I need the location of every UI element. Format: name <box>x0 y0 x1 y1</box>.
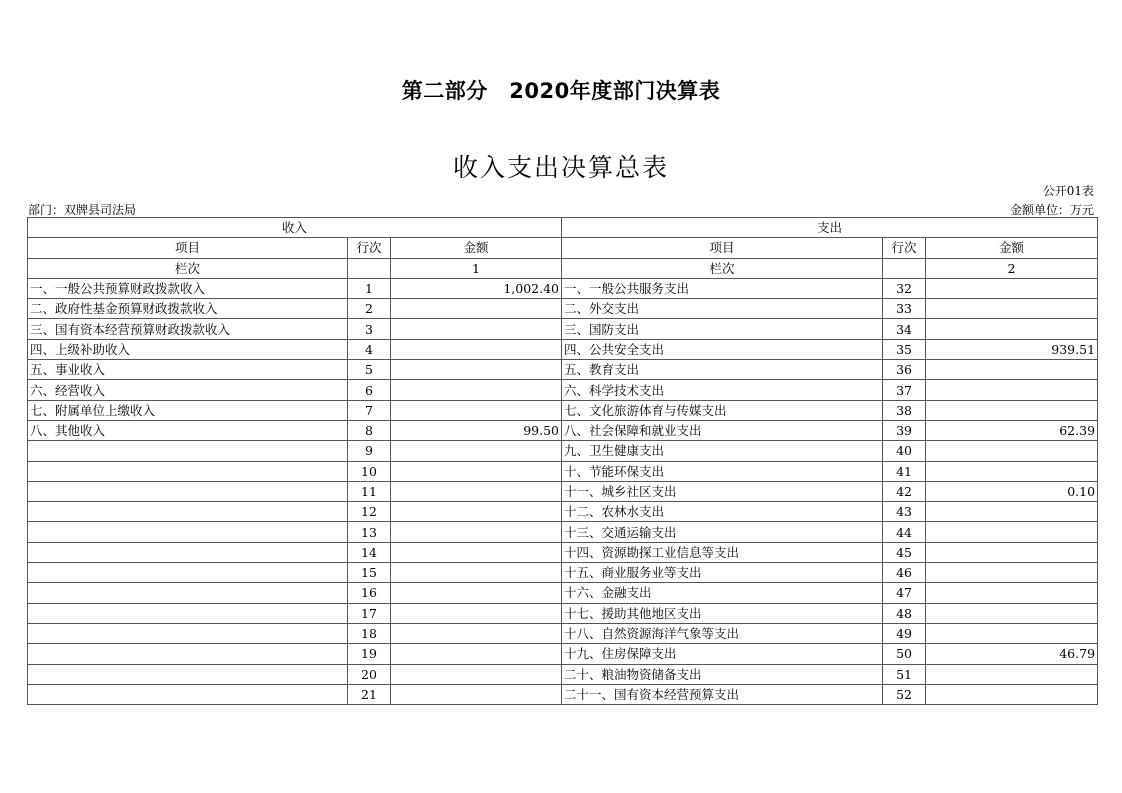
income-line-cell: 8 <box>348 420 391 440</box>
expense-item-cell: 五、教育支出 <box>562 360 883 380</box>
expense-amount-cell: 0.10 <box>926 481 1098 501</box>
expense-item-cell: 二、外交支出 <box>562 299 883 319</box>
income-line-cell: 3 <box>348 319 391 339</box>
expense-amount-header: 金额 <box>926 238 1098 258</box>
income-line-cell: 5 <box>348 360 391 380</box>
income-line-cell: 6 <box>348 380 391 400</box>
table-row <box>28 319 1098 339</box>
income-item-cell: 三、国有资本经营预算财政拨款收入 <box>28 319 348 339</box>
income-col-number: 1 <box>391 258 562 278</box>
income-amount-cell <box>391 583 562 603</box>
expense-amount-cell <box>926 603 1098 623</box>
table-row <box>28 644 1098 664</box>
column-number-row <box>28 258 1098 278</box>
income-expense-table <box>27 217 1098 705</box>
table-row <box>28 461 1098 481</box>
expense-amount-cell: 46.79 <box>926 644 1098 664</box>
expense-col-number: 2 <box>926 258 1098 278</box>
income-item-cell: 八、其他收入 <box>28 420 348 440</box>
income-line-cell: 19 <box>348 644 391 664</box>
table-row <box>28 278 1098 298</box>
expense-line-cell: 39 <box>883 420 926 440</box>
income-item-header: 项目 <box>28 238 348 258</box>
expense-item-cell: 十五、商业服务业等支出 <box>562 563 883 583</box>
income-line-cell: 20 <box>348 664 391 684</box>
income-amount-cell <box>391 461 562 481</box>
expense-amount-cell <box>926 441 1098 461</box>
income-item-cell <box>28 542 348 562</box>
expense-amount-cell <box>926 319 1098 339</box>
expense-amount-cell <box>926 684 1098 704</box>
table-row <box>28 563 1098 583</box>
expense-item-cell: 一、一般公共服务支出 <box>562 278 883 298</box>
table-row <box>28 481 1098 501</box>
income-amount-cell <box>391 563 562 583</box>
expense-line-cell: 33 <box>883 299 926 319</box>
income-line-cell: 12 <box>348 502 391 522</box>
income-line-cell: 21 <box>348 684 391 704</box>
expense-item-cell: 七、文化旅游体育与传媒支出 <box>562 400 883 420</box>
expense-line-cell: 35 <box>883 339 926 359</box>
expense-item-cell: 十四、资源勘探工业信息等支出 <box>562 542 883 562</box>
expense-amount-cell <box>926 522 1098 542</box>
expense-item-cell: 三、国防支出 <box>562 319 883 339</box>
income-line-header: 行次 <box>348 238 391 258</box>
income-item-cell: 七、附属单位上缴收入 <box>28 400 348 420</box>
expense-line-cell: 41 <box>883 461 926 481</box>
income-item-cell: 二、政府性基金预算财政拨款收入 <box>28 299 348 319</box>
income-line-cell: 13 <box>348 522 391 542</box>
expense-line-cell: 43 <box>883 502 926 522</box>
table-row <box>28 664 1098 684</box>
expense-line-cell: 36 <box>883 360 926 380</box>
income-label-cell: 栏次 <box>28 258 348 278</box>
income-amount-cell: 99.50 <box>391 420 562 440</box>
income-line-cell: 11 <box>348 481 391 501</box>
expense-amount-cell <box>926 299 1098 319</box>
income-line-cell: 16 <box>348 583 391 603</box>
expense-line-cell: 37 <box>883 380 926 400</box>
expense-line-cell: 50 <box>883 644 926 664</box>
expense-item-cell: 十三、交通运输支出 <box>562 522 883 542</box>
page-title: 第二部分 2020年度部门决算表 <box>401 79 721 103</box>
expense-line-cell: 45 <box>883 542 926 562</box>
income-item-cell <box>28 481 348 501</box>
income-amount-cell <box>391 360 562 380</box>
income-item-cell <box>28 684 348 704</box>
expense-item-cell: 十七、援助其他地区支出 <box>562 603 883 623</box>
table-row <box>28 583 1098 603</box>
income-line-cell: 9 <box>348 441 391 461</box>
expense-label-cell: 栏次 <box>562 258 883 278</box>
table-row <box>28 420 1098 440</box>
expense-line-blank <box>883 258 926 278</box>
income-amount-cell <box>391 380 562 400</box>
income-amount-cell <box>391 603 562 623</box>
department-label: 部门：双牌县司法局 <box>28 203 137 217</box>
income-item-cell <box>28 461 348 481</box>
table-row <box>28 299 1098 319</box>
table-title: 收入支出决算总表 <box>452 153 669 182</box>
income-amount-cell <box>391 299 562 319</box>
expense-amount-cell <box>926 542 1098 562</box>
income-line-cell: 7 <box>348 400 391 420</box>
expense-line-cell: 34 <box>883 319 926 339</box>
income-item-cell <box>28 623 348 643</box>
expense-item-cell: 十八、自然资源海洋气象等支出 <box>562 623 883 643</box>
table-row <box>28 542 1098 562</box>
table-row <box>28 684 1098 704</box>
income-line-cell: 14 <box>348 542 391 562</box>
income-item-cell <box>28 563 348 583</box>
expense-amount-cell <box>926 380 1098 400</box>
expense-line-cell: 46 <box>883 563 926 583</box>
table-row <box>28 339 1098 359</box>
expense-line-cell: 44 <box>883 522 926 542</box>
table-row <box>28 603 1098 623</box>
income-item-cell <box>28 664 348 684</box>
expense-amount-cell <box>926 278 1098 298</box>
income-item-cell: 六、经营收入 <box>28 380 348 400</box>
expense-amount-cell <box>926 502 1098 522</box>
expense-item-cell: 六、科学技术支出 <box>562 380 883 400</box>
expense-amount-cell <box>926 360 1098 380</box>
expense-line-cell: 40 <box>883 441 926 461</box>
income-item-cell <box>28 644 348 664</box>
expense-line-cell: 52 <box>883 684 926 704</box>
income-amount-cell <box>391 502 562 522</box>
expense-item-cell: 十九、住房保障支出 <box>562 644 883 664</box>
income-amount-cell <box>391 441 562 461</box>
income-item-cell: 四、上级补助收入 <box>28 339 348 359</box>
income-amount-cell <box>391 319 562 339</box>
table-row <box>28 522 1098 542</box>
expense-amount-cell <box>926 563 1098 583</box>
expense-item-cell: 八、社会保障和就业支出 <box>562 420 883 440</box>
income-amount-cell <box>391 542 562 562</box>
income-item-cell <box>28 441 348 461</box>
expense-amount-cell <box>926 400 1098 420</box>
income-line-cell: 1 <box>348 278 391 298</box>
expense-line-cell: 51 <box>883 664 926 684</box>
table-row <box>28 441 1098 461</box>
table-row <box>28 380 1098 400</box>
income-amount-header: 金额 <box>391 238 562 258</box>
expense-item-cell: 十六、金融支出 <box>562 583 883 603</box>
income-amount-cell <box>391 522 562 542</box>
expense-amount-cell: 62.39 <box>926 420 1098 440</box>
expense-item-cell: 十二、农林水支出 <box>562 502 883 522</box>
expense-item-cell: 四、公共安全支出 <box>562 339 883 359</box>
expense-header: 支出 <box>562 218 1098 238</box>
expense-line-cell: 49 <box>883 623 926 643</box>
expense-item-cell: 十一、城乡社区支出 <box>562 481 883 501</box>
income-amount-cell <box>391 339 562 359</box>
column-header-row <box>28 238 1098 258</box>
table-row <box>28 360 1098 380</box>
income-line-blank <box>348 258 391 278</box>
expense-line-header: 行次 <box>883 238 926 258</box>
income-amount-cell <box>391 623 562 643</box>
amount-unit-label: 金额单位：万元 <box>1009 203 1094 217</box>
income-item-cell <box>28 583 348 603</box>
section-header-row <box>28 218 1098 238</box>
expense-line-cell: 48 <box>883 603 926 623</box>
table-row <box>28 400 1098 420</box>
income-item-cell: 五、事业收入 <box>28 360 348 380</box>
income-amount-cell <box>391 481 562 501</box>
expense-line-cell: 38 <box>883 400 926 420</box>
expense-line-cell: 47 <box>883 583 926 603</box>
expense-amount-cell <box>926 461 1098 481</box>
table-row <box>28 502 1098 522</box>
income-item-cell: 一、一般公共预算财政拨款收入 <box>28 278 348 298</box>
income-line-cell: 15 <box>348 563 391 583</box>
expense-amount-cell <box>926 623 1098 643</box>
income-line-cell: 2 <box>348 299 391 319</box>
income-item-cell <box>28 522 348 542</box>
income-amount-cell: 1,002.40 <box>391 278 562 298</box>
income-amount-cell <box>391 644 562 664</box>
income-amount-cell <box>391 664 562 684</box>
expense-item-cell: 九、卫生健康支出 <box>562 441 883 461</box>
expense-amount-cell <box>926 583 1098 603</box>
income-line-cell: 18 <box>348 623 391 643</box>
income-header: 收入 <box>28 218 562 238</box>
income-item-cell <box>28 603 348 623</box>
income-line-cell: 10 <box>348 461 391 481</box>
income-line-cell: 4 <box>348 339 391 359</box>
table-row <box>28 623 1098 643</box>
income-amount-cell <box>391 400 562 420</box>
income-amount-cell <box>391 684 562 704</box>
expense-item-cell: 二十、粮油物资储备支出 <box>562 664 883 684</box>
expense-item-header: 项目 <box>562 238 883 258</box>
income-item-cell <box>28 502 348 522</box>
expense-amount-cell <box>926 664 1098 684</box>
expense-item-cell: 二十一、国有资本经营预算支出 <box>562 684 883 704</box>
expense-line-cell: 42 <box>883 481 926 501</box>
expense-item-cell: 十、节能环保支出 <box>562 461 883 481</box>
expense-amount-cell: 939.51 <box>926 339 1098 359</box>
expense-line-cell: 32 <box>883 278 926 298</box>
income-line-cell: 17 <box>348 603 391 623</box>
form-code: 公开01表 <box>1042 184 1094 198</box>
